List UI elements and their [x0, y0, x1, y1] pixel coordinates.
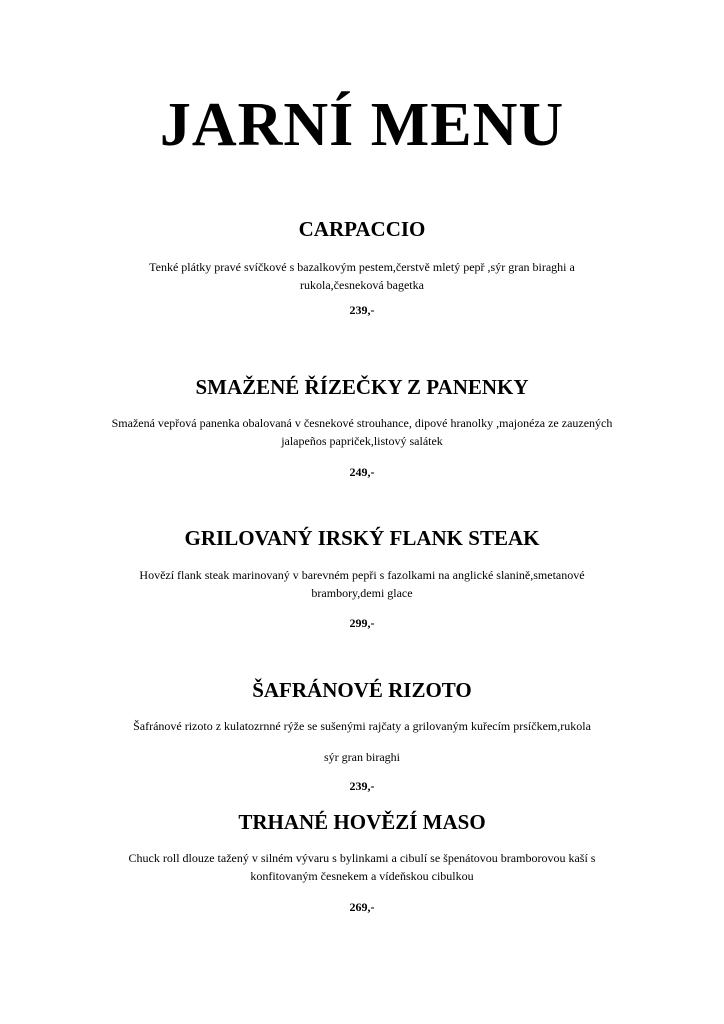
dish-description-text: Hovězí flank steak marinovaný v barevném pepři s fazolkami na anglické slanině,smetanové brambory,demi glace: [139, 568, 585, 600]
dish-name-trhane-maso: TRHANÉ HOVĚZÍ MASO: [238, 810, 486, 834]
dish-name-rizecky: SMAŽENÉ ŘÍZEČKY Z PANENKY: [195, 375, 529, 399]
menu-title: JARNÍ MENU: [159, 91, 565, 159]
dish-price-carpaccio: 239,-: [349, 303, 375, 317]
dish-name-flank-steak: GRILOVANÝ IRSKÝ FLANK STEAK: [184, 526, 540, 550]
dish-description-rizoto-line2: sýr gran biraghi: [324, 750, 400, 764]
dish-description-text: Tenké plátky pravé svíčkové s bazalkovým pestem,čerstvě mletý pepř ,sýr gran biraghi a rukola,česneková bagetka: [149, 260, 575, 292]
dish-description-text: Chuck roll dlouze tažený v silném vývaru s bylinkami a cibulí se špenátovou bramborovou kaší s konfitovaným česnekem a vídeňskou cibulkou: [128, 851, 596, 883]
dish-description-trhane-maso: [0, 849, 724, 885]
dish-description-rizecky: [0, 414, 724, 450]
dish-price-flank-steak: 299,-: [349, 616, 375, 630]
dish-price-trhane-maso: 269,-: [349, 900, 375, 914]
dish-description-flank-steak: [0, 566, 724, 602]
dish-name-rizoto: ŠAFRÁNOVÉ RIZOTO: [252, 678, 472, 702]
dish-description-carpaccio: [0, 258, 724, 294]
dish-price-rizecky: 249,-: [349, 465, 375, 479]
dish-description-rizoto: Šafránové rizoto z kulatozrnné rýže se sušenými rajčaty a grilovaným kuřecím prsíčkem,rukola: [133, 719, 591, 733]
dish-description-text: Smažená vepřová panenka obalovaná v česnekové strouhance, dipové hranolky ,majonéza ze zauzených jalapeños papriček,listový salátek: [111, 416, 613, 448]
dish-price-rizoto: 239,-: [349, 779, 375, 793]
dish-name-carpaccio: CARPACCIO: [298, 217, 426, 241]
